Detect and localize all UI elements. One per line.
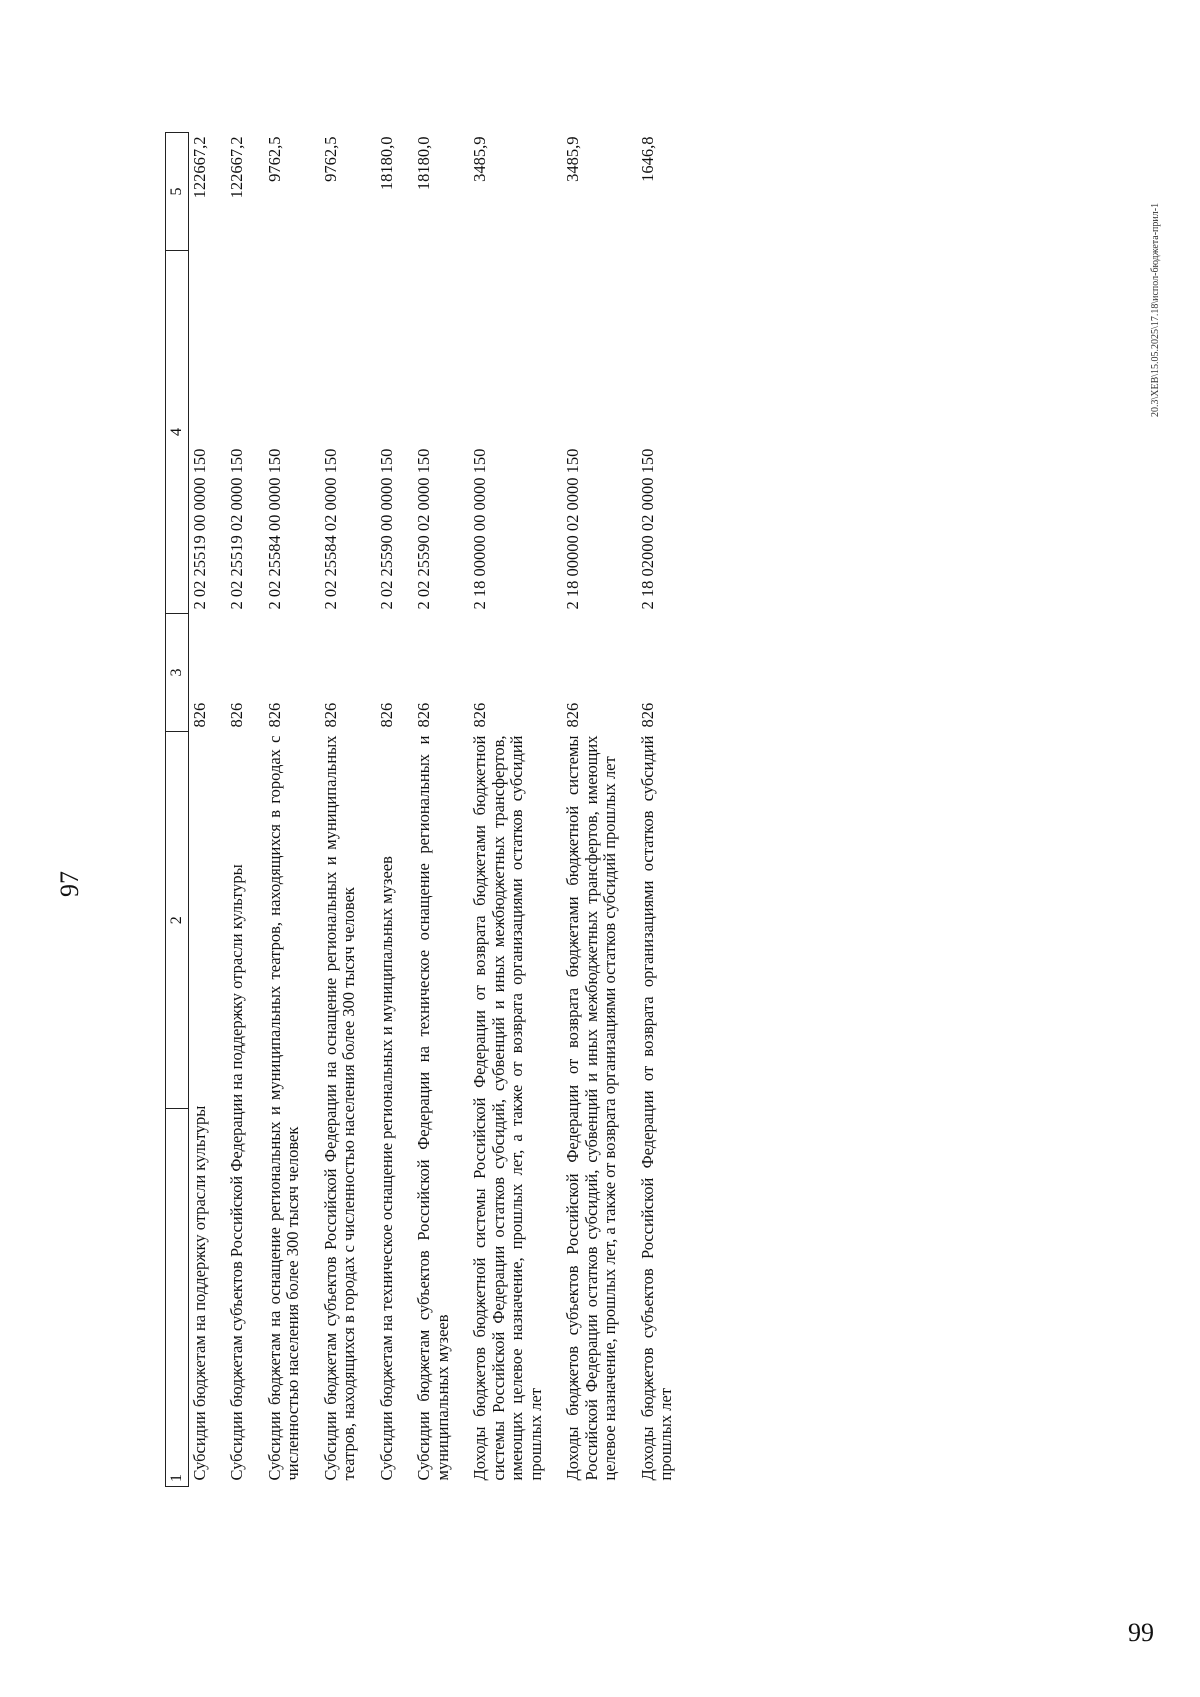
row-description: Субсидии бюджетам субъектов Российской Федерации на оснащение региональных и муниципальных театров, находящихся в городах с численностью населения более 300 тысяч человек: [320, 735, 359, 1481]
table-row: [410, 133, 466, 1487]
row-admin-code: 826: [190, 702, 209, 728]
row-amount: 18180,0: [376, 136, 396, 191]
sheet-number: 99: [1128, 1618, 1154, 1647]
row-description: Доходы бюджетов бюджетной системы Российской Федерации от возврата бюджетами бюджетной системы Российской Федерации остатков субсидий, субвенций и иных межбюджетных трансфертов, имеющих целевое назначение, прошлых лет, а также от возврата организациями остатков субсидий прошлых лет: [470, 735, 545, 1481]
row-amount: 122667,2: [190, 136, 209, 199]
table-row: [317, 133, 373, 1487]
row-revenue-code: 2 18 00000 02 0000 150: [563, 448, 583, 610]
row-description: Субсидии бюджетам субъектов Российской Федерации на техническое оснащение региональных и муниципальных музеев: [414, 735, 452, 1481]
row-admin-code: 826: [637, 702, 657, 728]
page-number: 97: [55, 871, 84, 897]
budget-table: [165, 132, 689, 1487]
document-code: 20.3\XEB\15.05.2025\17.18\испол-бюджета-прил-1: [1150, 202, 1161, 417]
header-col-2: 2: [166, 732, 189, 1110]
table-row: [261, 133, 317, 1487]
header-col-5: 5: [166, 133, 189, 251]
row-description: Субсидии бюджетам субъектов Российской Федерации на поддержку отрасли культуры: [227, 864, 247, 1481]
table-row: [223, 133, 260, 1487]
row-revenue-code: 2 02 25584 00 0000 150: [264, 448, 284, 610]
table-row: [634, 133, 690, 1487]
header-col-3: 3: [166, 614, 189, 732]
row-admin-code: 826: [376, 702, 396, 728]
row-description: Субсидии бюджетам на техническое оснащение региональных и муниципальных музеев: [376, 856, 396, 1481]
row-amount: 9762,5: [320, 136, 340, 182]
table-row: [466, 133, 559, 1487]
row-description: Субсидии бюджетам на оснащение региональных и муниципальных театров, находящихся в городах с численностью населения более 300 тысяч человек: [264, 735, 303, 1481]
row-revenue-code: 2 02 25584 02 0000 150: [320, 448, 340, 610]
row-amount: 9762,5: [264, 136, 284, 182]
row-revenue-code: 2 02 25590 00 0000 150: [376, 448, 396, 610]
header-col-1: 1: [166, 1109, 189, 1487]
row-amount: 3485,9: [563, 136, 583, 182]
table-row: [373, 133, 410, 1487]
row-admin-code: 826: [264, 702, 284, 728]
row-description: Доходы бюджетов субъектов Российской Федерации от возврата бюджетами бюджетной системы Российской Федерации остатков субсидий, субвенций и иных межбюджетных трансфертов, имеющих целевое назначение, прошлых лет, а также от возврата организациями остатков субсидий прошлых лет: [563, 735, 620, 1481]
row-admin-code: 826: [470, 702, 490, 728]
row-amount: 1646,8: [637, 136, 657, 182]
row-description: Доходы бюджетов субъектов Российской Федерации от возврата организациями остатков субсидий прошлых лет: [637, 735, 675, 1481]
row-description: Субсидии бюджетам на поддержку отрасли культуры: [190, 1105, 209, 1481]
table-row: [559, 133, 633, 1487]
row-revenue-code: 2 02 25519 00 0000 150: [190, 448, 209, 610]
table-row: [189, 133, 224, 1487]
row-admin-code: 826: [227, 702, 247, 728]
row-admin-code: 826: [414, 702, 434, 728]
row-revenue-code: 2 18 00000 00 0000 150: [470, 448, 490, 610]
header-row: [166, 133, 189, 1487]
row-revenue-code: 2 02 25519 02 0000 150: [227, 448, 247, 610]
row-amount: 122667,2: [227, 136, 247, 199]
row-amount: 3485,9: [470, 136, 490, 182]
row-revenue-code: 2 02 25590 02 0000 150: [414, 448, 434, 610]
row-admin-code: 826: [563, 702, 583, 728]
row-admin-code: 826: [320, 702, 340, 728]
row-amount: 18180,0: [414, 136, 434, 191]
header-col-4: 4: [166, 251, 189, 614]
row-revenue-code: 2 18 02000 02 0000 150: [637, 448, 657, 610]
